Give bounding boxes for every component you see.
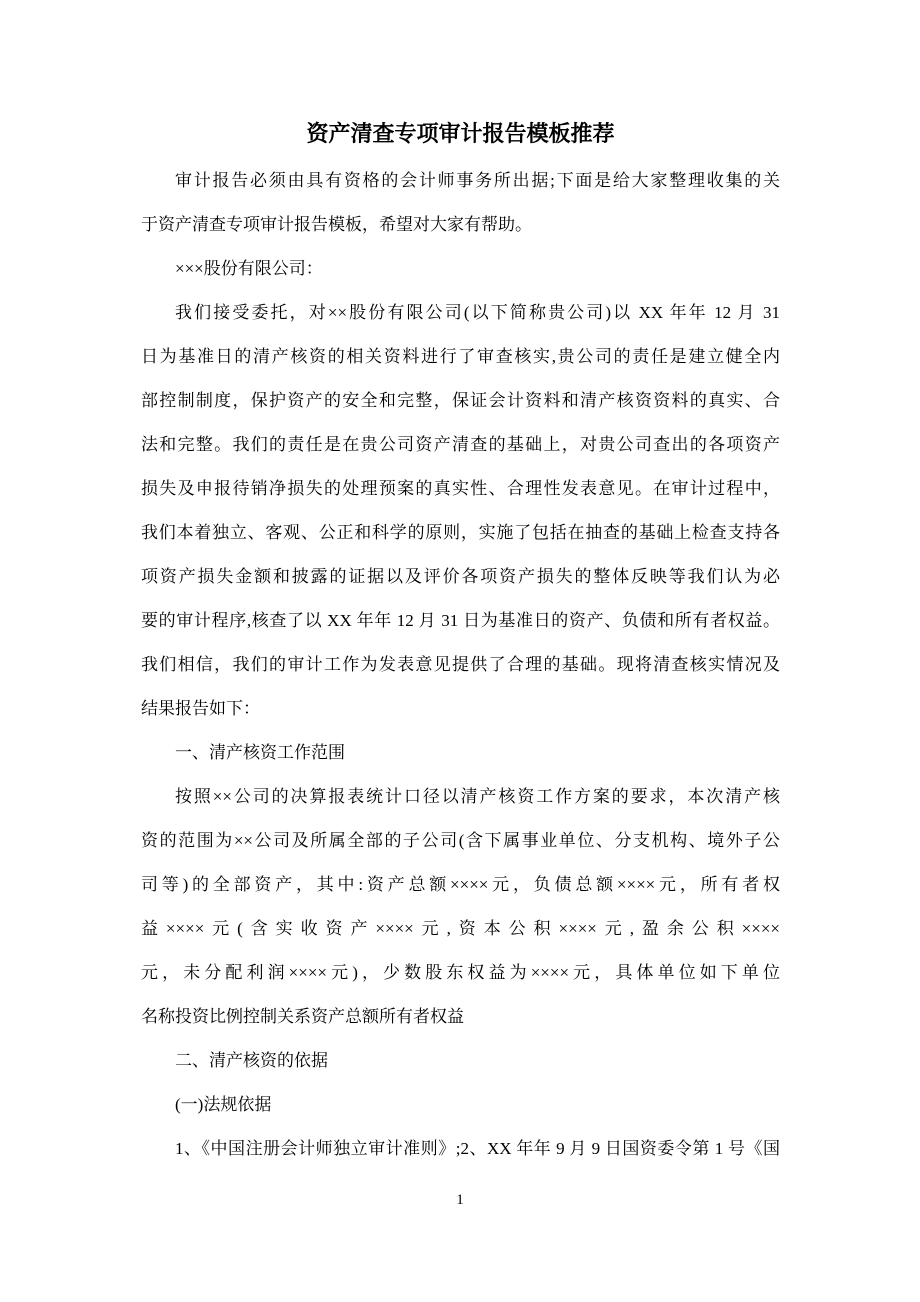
doc-line: 益××××元(含实收资产××××元,资本公积××××元,盈余公积×××× [141,919,780,938]
sub-heading: (一)法规依据 [175,1095,272,1114]
doc-line: 要的审计程序,核查了以 XX 年年 12 月 31 日为基准日的资产、负债和所有者权益。 [141,611,780,630]
page-title: 资产清查专项审计报告模板推荐 [306,121,615,146]
section-heading: 一、清产核资工作范围 [175,743,345,762]
doc-line: 日为基准日的清产核资的相关资料进行了审查核实,贵公司的责任是建立健全内 [141,347,780,366]
doc-line: 1、《中国注册会计师独立审计准则》;2、XX 年年 9 月 9 日国资委令第 1 号《国 [175,1139,780,1158]
doc-line: 结果报告如下： [141,699,260,718]
doc-line: 资的范围为××公司及所属全部的子公司(含下属事业单位、分支机构、境外子公 [141,831,780,850]
paragraph-block [141,159,780,1171]
doc-line: ×××股份有限公司： [175,259,323,278]
doc-line: 按照××公司的决算报表统计口径以清产核资工作方案的要求，本次清产核 [175,787,780,806]
section-heading: 二、清产核资的依据 [175,1051,328,1070]
page-number: 1 [456,1192,464,1208]
doc-line: 部控制制度，保护资产的安全和完整，保证会计资料和清产核资资料的真实、合 [141,391,780,410]
doc-line: 审计报告必须由具有资格的会计师事务所出据;下面是给大家整理收集的关 [175,171,780,190]
doc-line: 损失及申报待销净损失的处理预案的真实性、合理性发表意见。在审计过程中， [141,479,780,498]
doc-line: 元，未分配利润××××元)，少数股东权益为××××元，具体单位如下单位 [141,963,780,982]
doc-line: 项资产损失金额和披露的证据以及评价各项资产损失的整体反映等我们认为必 [141,567,780,586]
doc-line: 司等)的全部资产，其中:资产总额××××元，负债总额××××元，所有者权 [141,875,780,894]
doc-line: 于资产清查专项审计报告模板，希望对大家有帮助。 [141,215,532,234]
doc-line: 我们相信，我们的审计工作为发表意见提供了合理的基础。现将清查核实情况及 [141,655,780,674]
doc-line: 我们本着独立、客观、公正和科学的原则，实施了包括在抽查的基础上检查支持各 [141,523,780,542]
doc-line: 法和完整。我们的责任是在贵公司资产清查的基础上，对贵公司查出的各项资产 [141,435,780,454]
document-body [141,0,780,1171]
doc-line: 名称投资比例控制关系资产总额所有者权益 [141,1007,464,1026]
doc-line: 我们接受委托，对××股份有限公司(以下简称贵公司)以 XX 年年 12 月 31 [175,303,780,322]
